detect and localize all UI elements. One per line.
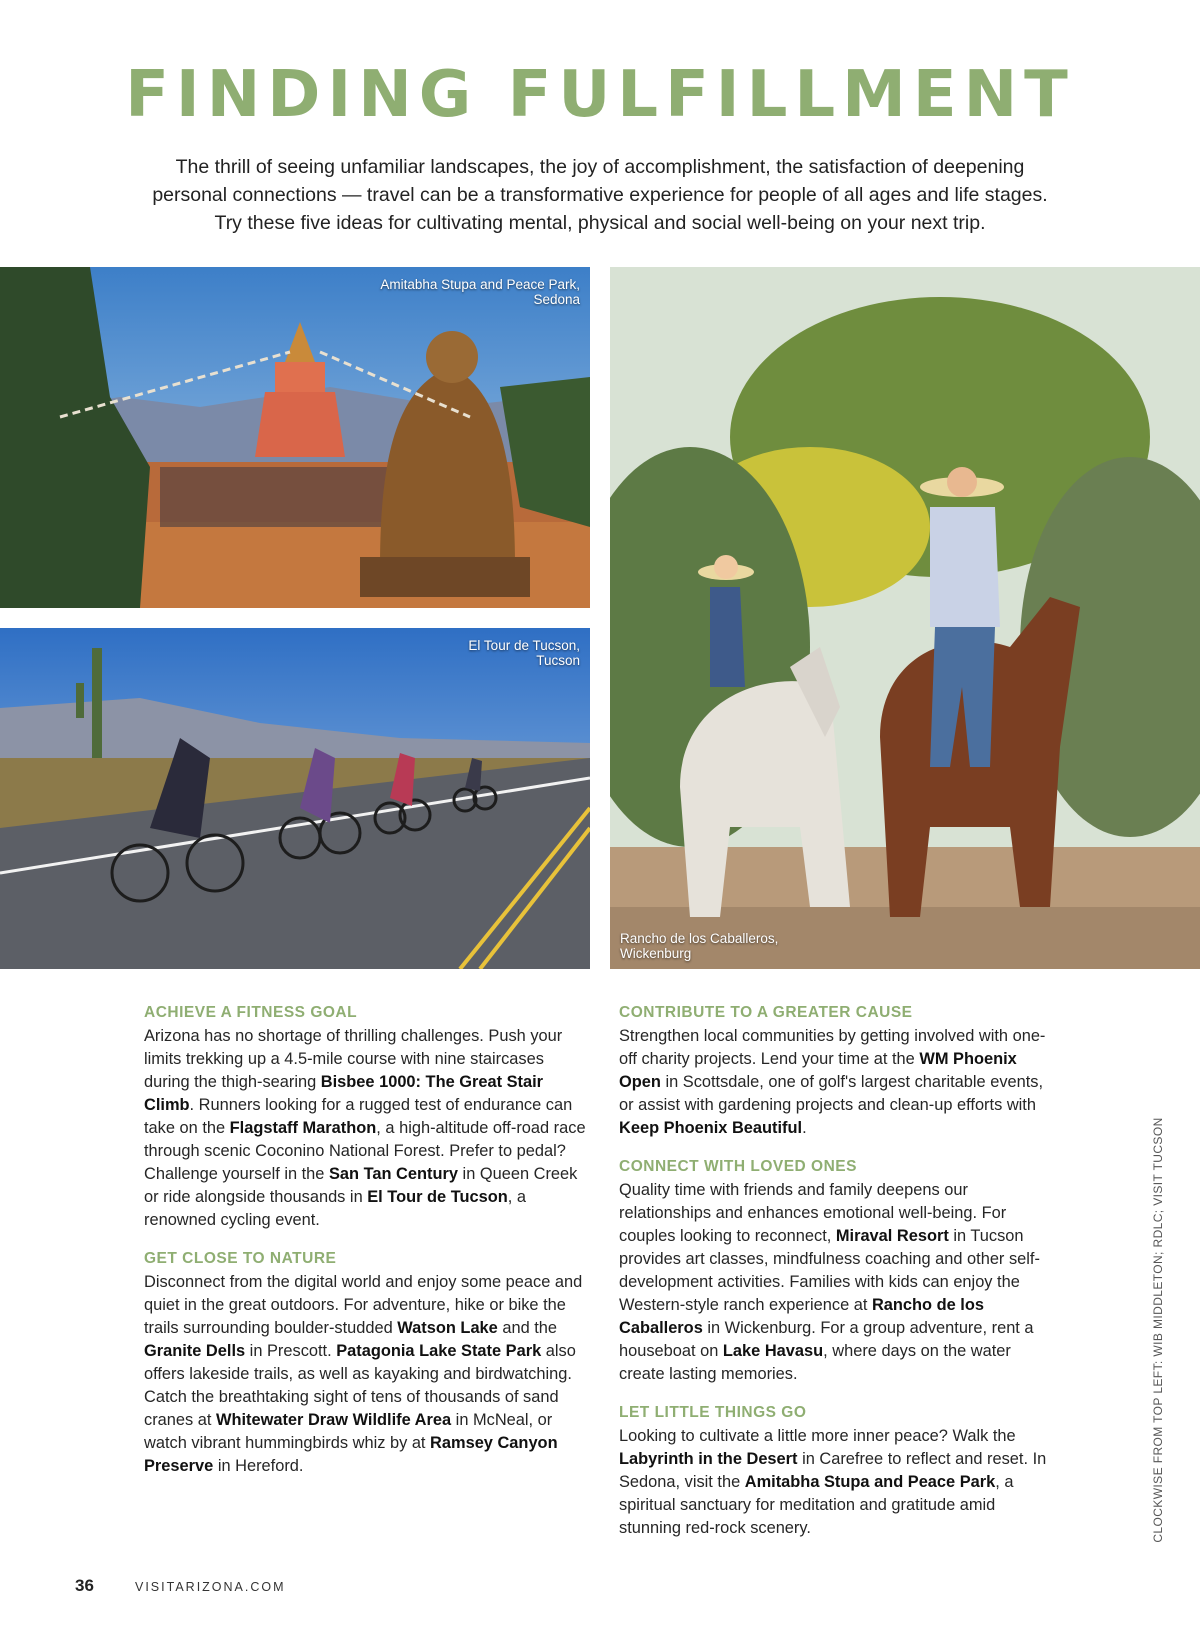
- body-text: in Prescott.: [245, 1342, 337, 1360]
- body-text: Quality time with friends and family deepens our relationships and enhances emotional well-being. For couples looking to reconnect,: [619, 1181, 1007, 1245]
- page-number: 36: [75, 1576, 94, 1595]
- body-text: also offers lakeside trails, as well as kayaking and birdwatching. Catch the breathtaking sight of tens of thousands of sand cranes at: [144, 1342, 576, 1429]
- bold-place-name: Whitewater Draw Wildlife Area: [215, 1411, 452, 1429]
- body-text: , where days on the water create lasting memories.: [619, 1342, 1011, 1383]
- bold-place-name: Granite Dells: [144, 1342, 246, 1360]
- bold-place-name: Ramsey Canyon Preserve: [144, 1434, 558, 1475]
- bold-place-name: Labyrinth in the Desert: [619, 1450, 798, 1468]
- body-text: Looking to cultivate a little more inner peace? Walk the: [619, 1427, 1016, 1445]
- bold-place-name: Lake Havasu: [722, 1342, 824, 1360]
- body-text: , a renowned cycling event.: [144, 1188, 527, 1229]
- body-text: in Wickenburg. For a group adventure, rent a houseboat on: [619, 1319, 1034, 1360]
- section-heading: CONNECT WITH LOVED ONES: [619, 1158, 857, 1175]
- bold-place-name: El Tour de Tucson: [367, 1188, 508, 1206]
- section-body: [144, 1025, 590, 1232]
- body-text: Arizona has no shortage of thrilling challenges. Push your limits trekking up a 4.5-mile course with nine staircases during the thigh-searing: [144, 1027, 563, 1091]
- section-little-things: [619, 1403, 1059, 1540]
- bold-place-name: Patagonia Lake State Park: [336, 1342, 542, 1360]
- section-greater-cause: [619, 1003, 1059, 1140]
- section-heading: CONTRIBUTE TO A GREATER CAUSE: [619, 1004, 913, 1021]
- section-fitness-goal: [144, 1003, 590, 1232]
- section-loved-ones: [619, 1157, 1059, 1386]
- body-text: in McNeal, or watch vibrant hummingbirds whiz by at: [144, 1411, 553, 1452]
- bold-place-name: Amitabha Stupa and Peace Park: [744, 1473, 996, 1491]
- section-heading: LET LITTLE THINGS GO: [619, 1404, 807, 1421]
- section-body: [619, 1179, 1059, 1386]
- bold-place-name: WM Phoenix Open: [619, 1050, 1017, 1091]
- section-body: [619, 1025, 1059, 1140]
- body-text: . Runners looking for a rugged test of endurance can take on the: [144, 1096, 573, 1137]
- body-text: and the: [497, 1319, 558, 1337]
- body-text: in Scottsdale, one of golf's largest charitable events, or assist with gardening projects and clean-up efforts with: [619, 1073, 1044, 1114]
- body-text: , a spiritual sanctuary for meditation and gratitude amid stunning red-rock scenery.: [619, 1473, 1014, 1537]
- body-text: Strengthen local communities by getting involved with one-off charity projects. Lend your time at the: [619, 1027, 1046, 1068]
- body-text: in Tucson provides art classes, mindfulness coaching and other self-development activities. Families with kids can enjoy the Western-style ranch experience at: [619, 1227, 1040, 1314]
- footer-site: VISITARIZONA.COM: [135, 1580, 286, 1594]
- bold-place-name: Bisbee 1000: The Great Stair Climb: [144, 1073, 544, 1114]
- photo-stupa: [0, 267, 590, 608]
- bold-place-name: Watson Lake: [397, 1319, 498, 1337]
- page-title: FINDING FULFILLMENT: [125, 58, 1075, 132]
- bold-place-name: Keep Phoenix Beautiful: [619, 1119, 803, 1137]
- text-column-right: [619, 1003, 1059, 1557]
- section-heading: ACHIEVE A FITNESS GOAL: [144, 1004, 358, 1021]
- photo-caption: El Tour de Tucson, Tucson: [468, 638, 580, 668]
- photo-credit: [1150, 1117, 1166, 1543]
- bold-place-name: Flagstaff Marathon: [229, 1119, 377, 1137]
- photo-ranch: [610, 267, 1200, 969]
- body-text: in Hereford.: [213, 1457, 304, 1475]
- bold-place-name: Miraval Resort: [835, 1227, 949, 1245]
- section-heading: GET CLOSE TO NATURE: [144, 1250, 337, 1267]
- section-nature: [144, 1249, 590, 1478]
- photo-caption: Rancho de los Caballeros, Wickenburg: [620, 931, 779, 961]
- photo-cycling: [0, 628, 590, 969]
- body-text: , a high-altitude off-road race through scenic Coconino National Forest. Prefer to pedal? Challenge yourself in the: [144, 1119, 586, 1183]
- section-body: [144, 1271, 590, 1478]
- photo-credit-text: CLOCKWISE FROM TOP LEFT: WIB MIDDLETON; RDLC; VISIT TUCSON: [1151, 1117, 1165, 1543]
- text-column-left: [144, 1003, 590, 1495]
- body-text: in Queen Creek or ride alongside thousands in: [144, 1165, 578, 1206]
- body-text: in Carefree to reflect and reset. In Sedona, visit the: [619, 1450, 1047, 1491]
- intro-paragraph: The thrill of seeing unfamiliar landscapes, the joy of accomplishment, the satisfaction of deepening personal connections — travel can be a transformative experience for people of all ages and life stages. Try these five ideas for cultivating mental, physical and social well-being on your next trip.: [152, 156, 1048, 234]
- photo-caption: Amitabha Stupa and Peace Park, Sedona: [380, 277, 580, 307]
- body-text: Disconnect from the digital world and enjoy some peace and quiet in the great outdoors. For adventure, hike or bike the trails surrounding boulder-studded: [144, 1273, 583, 1337]
- bold-place-name: San Tan Century: [328, 1165, 458, 1183]
- bold-place-name: Rancho de los Caballeros: [619, 1296, 984, 1337]
- section-body: [619, 1425, 1059, 1540]
- body-text: .: [802, 1119, 807, 1137]
